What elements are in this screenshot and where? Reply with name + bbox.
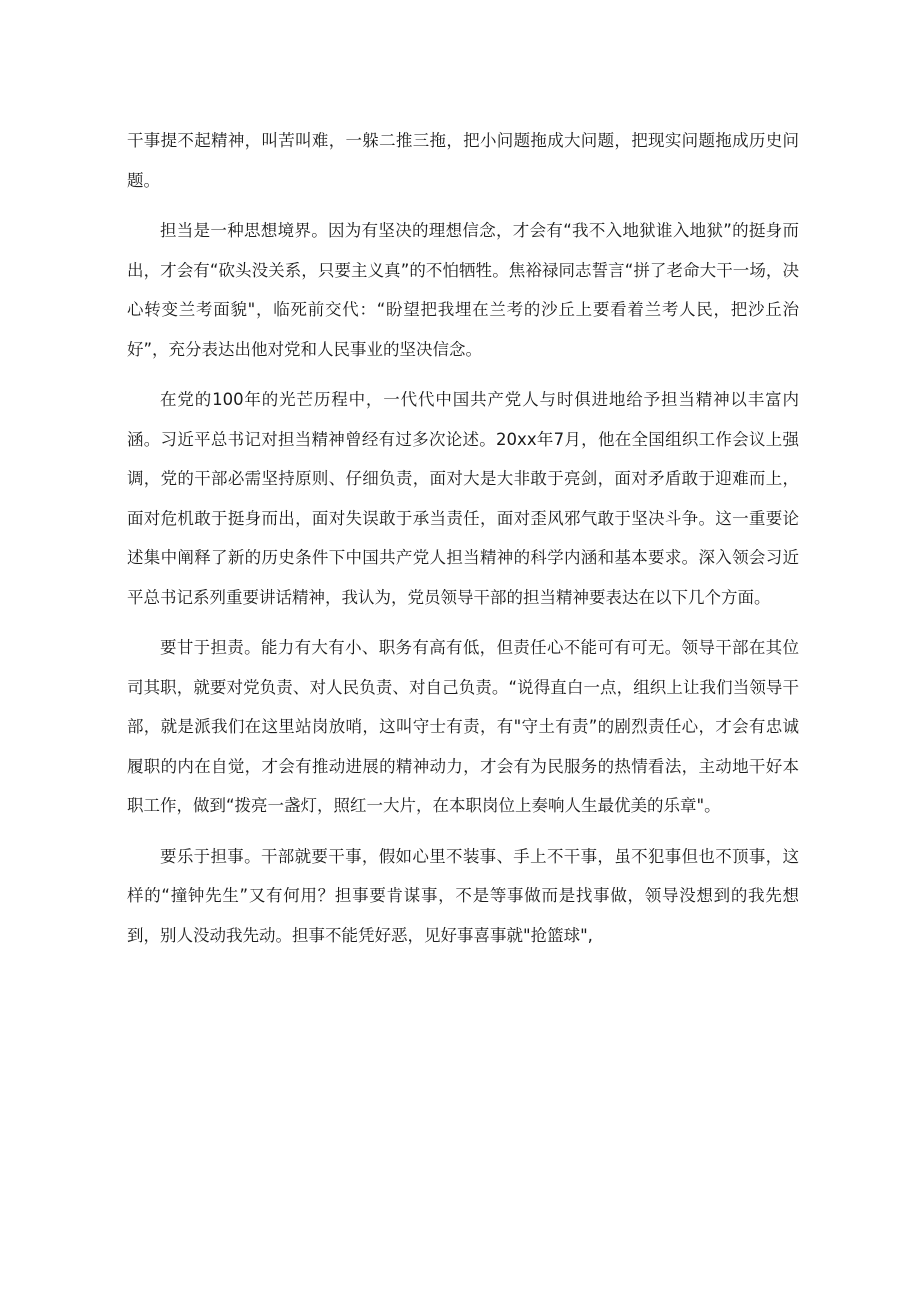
paragraph-1: 干事提不起精神，叫苦叫难，一躲二推三拖，把小问题拖成大问题，把现实问题拖成历史问题。 [127, 131, 799, 190]
paragraph-5: 要乐于担事。干部就要干事，假如心里不装事、手上不干事，虽不犯事但也不顶事，这样的“撞钟先生”又有何用？担事要肯谋事，不是等事做而是找事做，领导没想到的我先想到，别人没动我先动。担事不能凭好恶，见好事喜事就"抢篮球", [127, 846, 799, 945]
paragraph-4: 要甘于担责。能力有大有小、职务有高有低，但责任心不能可有可无。领导干部在其位司其职，就要对党负责、对人民负责、对自己负责。“说得直白一点，组织上让我们当领导干部，就是派我们在这里站岗放哨，这叫守士有责，有"守土有责”的剧烈责任心，才会有忠诚履职的内在自觉，才会有推动进展的精神动力，才会有为民服务的热情看法，主动地干好本职工作，做到“拨亮一盏灯，照红一大片，在本职岗位上奏响人生最优美的乐章"。 [127, 638, 799, 815]
document-body [127, 121, 799, 955]
paragraph-3: 在党的100年的光芒历程中，一代代中国共产党人与时俱进地给予担当精神以丰富内涵。习近平总书记对担当精神曾经有过多次论述。20xx年7月，他在全国组织工作会议上强调，党的干部必需坚持原则、仔细负责，面对大是大非敢于亮剑，面对矛盾敢于迎难而上，面对危机敢于挺身而出，面对失误敢于承当责任，面对歪风邪气敢于坚决斗争。这一重要论述集中阐释了新的历史条件下中国共产党人担当精神的科学内涵和基本要求。深入领会习近平总书记系列重要讲话精神，我认为，党员领导干部的担当精神要表达在以下几个方面。 [127, 390, 799, 607]
paragraph-2: 担当是一种思想境界。因为有坚决的理想信念，才会有“我不入地狱谁入地狱”的挺身而出，才会有“砍头没关系，只要主义真”的不怕牺牲。焦裕禄同志誓言“拼了老命大干一场，决心转变兰考面貌"，临死前交代：“盼望把我埋在兰考的沙丘上要看着兰考人民，把沙丘治好”，充分表达出他对党和人民事业的坚决信念。 [127, 221, 799, 359]
